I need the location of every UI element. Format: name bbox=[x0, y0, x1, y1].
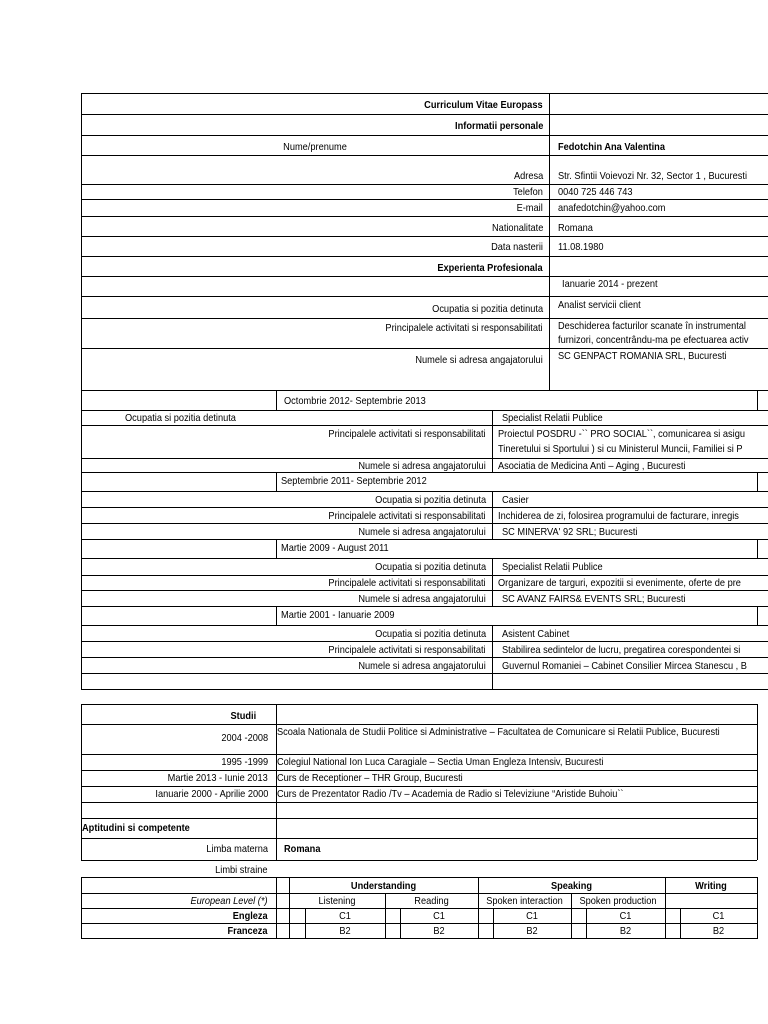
job-occupation: Analist servicii client bbox=[558, 299, 641, 311]
listening-header: Listening bbox=[318, 895, 356, 907]
job-activities-line1: Deschiderea facturilor scanate în instrumental bbox=[558, 320, 746, 332]
listening-level: B2 bbox=[339, 925, 351, 937]
employer-label: Numele si adresa angajatorului bbox=[358, 460, 486, 472]
spoken-interaction-header: Spoken interaction bbox=[486, 895, 563, 907]
job-activities: Stabilirea sedintelor de lucru, pregatirea corespondentei si bbox=[502, 644, 741, 656]
language-name: Franceza bbox=[227, 925, 268, 937]
cv-title: Curriculum Vitae Europass bbox=[424, 99, 543, 111]
study-text: Curs de Receptioner – THR Group, Bucuresti bbox=[277, 772, 463, 784]
job-occupation: Specialist Relatii Publice bbox=[502, 412, 603, 424]
personal-info-heading: Informatii personale bbox=[454, 120, 543, 132]
speaking-header: Speaking bbox=[550, 880, 593, 892]
job-employer: Asociatia de Medicina Anti – Aging , Bucuresti bbox=[498, 460, 686, 472]
activities-label: Principalele activitati si responsabilitati bbox=[328, 577, 486, 589]
understanding-header: Understanding bbox=[350, 880, 417, 892]
nationality-value: Romana bbox=[558, 222, 593, 234]
studies-heading: Studii bbox=[230, 710, 256, 722]
address-value: Str. Sfintii Voievozi Nr. 32, Sector 1 , Bucuresti bbox=[558, 170, 747, 182]
reading-level: B2 bbox=[433, 925, 445, 937]
activities-label: Principalele activitati si responsabilitati bbox=[385, 322, 543, 334]
activities-label: Principalele activitati si responsabilitati bbox=[328, 644, 486, 656]
spoken-production-header: Spoken production bbox=[579, 895, 657, 907]
job-period: Martie 2009 - August 2011 bbox=[281, 542, 389, 554]
study-text: Scoala Nationala de Studii Politice si Administrative – Facultatea de Comunicare si Relatii Publice, Bucuresti bbox=[277, 726, 720, 738]
job-period: Martie 2001 - Ianuarie 2009 bbox=[281, 609, 395, 621]
employer-label: Numele si adresa angajatorului bbox=[415, 354, 543, 366]
spoken-production-level: B2 bbox=[619, 925, 632, 937]
job-period: Ianuarie 2014 - prezent bbox=[562, 278, 658, 290]
skills-heading: Aptitudini si competente bbox=[82, 822, 190, 834]
occupation-label: Ocupatia si pozitia detinuta bbox=[375, 628, 486, 640]
job-occupation: Asistent Cabinet bbox=[502, 628, 570, 640]
phone-value: 0040 725 446 743 bbox=[558, 186, 633, 198]
activities-label: Principalele activitati si responsabilitati bbox=[328, 428, 486, 440]
occupation-label: Ocupatia si pozitia detinuta bbox=[375, 561, 486, 573]
study-text: Colegiul National Ion Luca Caragiale – Sectia Uman Engleza Intensiv, Bucuresti bbox=[277, 756, 604, 768]
study-period: Martie 2013 - Iunie 2013 bbox=[167, 772, 268, 784]
job-occupation: Casier bbox=[502, 494, 529, 506]
foreign-languages-label: Limbi straine bbox=[215, 864, 268, 876]
job-activities-line2: Tineretului si Sportului ) si cu Ministerul Muncii, Familiei si P bbox=[498, 443, 743, 455]
job-activities-line2: furnizori, concentrându-ma pe efectuarea activ bbox=[558, 334, 749, 346]
birth-date-label: Data nasterii bbox=[491, 241, 543, 253]
job-employer: SC GENPACT ROMANIA SRL, Bucuresti bbox=[558, 350, 727, 362]
job-employer: Guvernul Romaniei – Cabinet Consilier Mircea Stanescu , B bbox=[502, 660, 747, 672]
birth-date-value: 11.08.1980 bbox=[558, 241, 604, 253]
name-value: Fedotchin Ana Valentina bbox=[558, 141, 665, 153]
listening-level: C1 bbox=[339, 910, 351, 922]
job-activities-line1: Proiectul POSDRU -`` PRO SOCIAL``, comunicarea si asigu bbox=[498, 428, 745, 440]
study-period: Ianuarie 2000 - Aprilie 2000 bbox=[154, 788, 268, 800]
language-name: Engleza bbox=[233, 910, 268, 922]
spoken-production-level: C1 bbox=[619, 910, 632, 922]
spoken-interaction-level: C1 bbox=[526, 910, 538, 922]
phone-label: Telefon bbox=[513, 186, 543, 198]
address-label: Adresa bbox=[513, 170, 543, 182]
study-period: 1995 -1999 bbox=[221, 756, 268, 768]
email-value: anafedotchin@yahoo.com bbox=[558, 202, 666, 214]
employer-label: Numele si adresa angajatorului bbox=[358, 660, 486, 672]
experience-heading: Experienta Profesionala bbox=[437, 262, 543, 274]
writing-header: Writing bbox=[695, 880, 727, 892]
mother-tongue-value: Romana bbox=[284, 843, 321, 855]
job-period: Septembrie 2011- Septembrie 2012 bbox=[281, 475, 427, 487]
job-period: Octombrie 2012- Septembrie 2013 bbox=[284, 395, 426, 407]
job-employer: SC AVANZ FAIRS& EVENTS SRL; Bucuresti bbox=[502, 593, 686, 605]
email-label: E-mail bbox=[516, 202, 543, 214]
occupation-label: Ocupatia si pozitia detinuta bbox=[375, 494, 486, 506]
job-activities: Organizare de targuri, expozitii si evenimente, oferte de pre bbox=[498, 577, 741, 589]
employer-label: Numele si adresa angajatorului bbox=[358, 526, 486, 538]
occupation-label: Ocupatia si pozitia detinuta bbox=[125, 412, 236, 424]
job-occupation: Specialist Relatii Publice bbox=[502, 561, 603, 573]
occupation-label: Ocupatia si pozitia detinuta bbox=[432, 303, 543, 315]
reading-level: C1 bbox=[433, 910, 445, 922]
job-employer: SC MINERVA' 92 SRL; Bucuresti bbox=[502, 526, 638, 538]
nationality-label: Nationalitate bbox=[491, 222, 543, 234]
job-activities: Inchiderea de zi, folosirea programului de facturare, inregis bbox=[498, 510, 739, 522]
european-level-label: European Level (*) bbox=[190, 895, 268, 907]
activities-label: Principalele activitati si responsabilitati bbox=[328, 510, 486, 522]
study-text: Curs de Prezentator Radio /Tv – Academia de Radio si Televiziune “Aristide Buhoiu`` bbox=[277, 788, 624, 800]
spoken-interaction-level: B2 bbox=[526, 925, 538, 937]
writing-level: C1 bbox=[712, 910, 725, 922]
study-period: 2004 -2008 bbox=[221, 732, 268, 744]
writing-level: B2 bbox=[712, 925, 725, 937]
name-label: Nume/prenume bbox=[283, 141, 347, 153]
reading-header: Reading bbox=[414, 895, 449, 907]
mother-tongue-label: Limba materna bbox=[206, 843, 268, 855]
employer-label: Numele si adresa angajatorului bbox=[358, 593, 486, 605]
